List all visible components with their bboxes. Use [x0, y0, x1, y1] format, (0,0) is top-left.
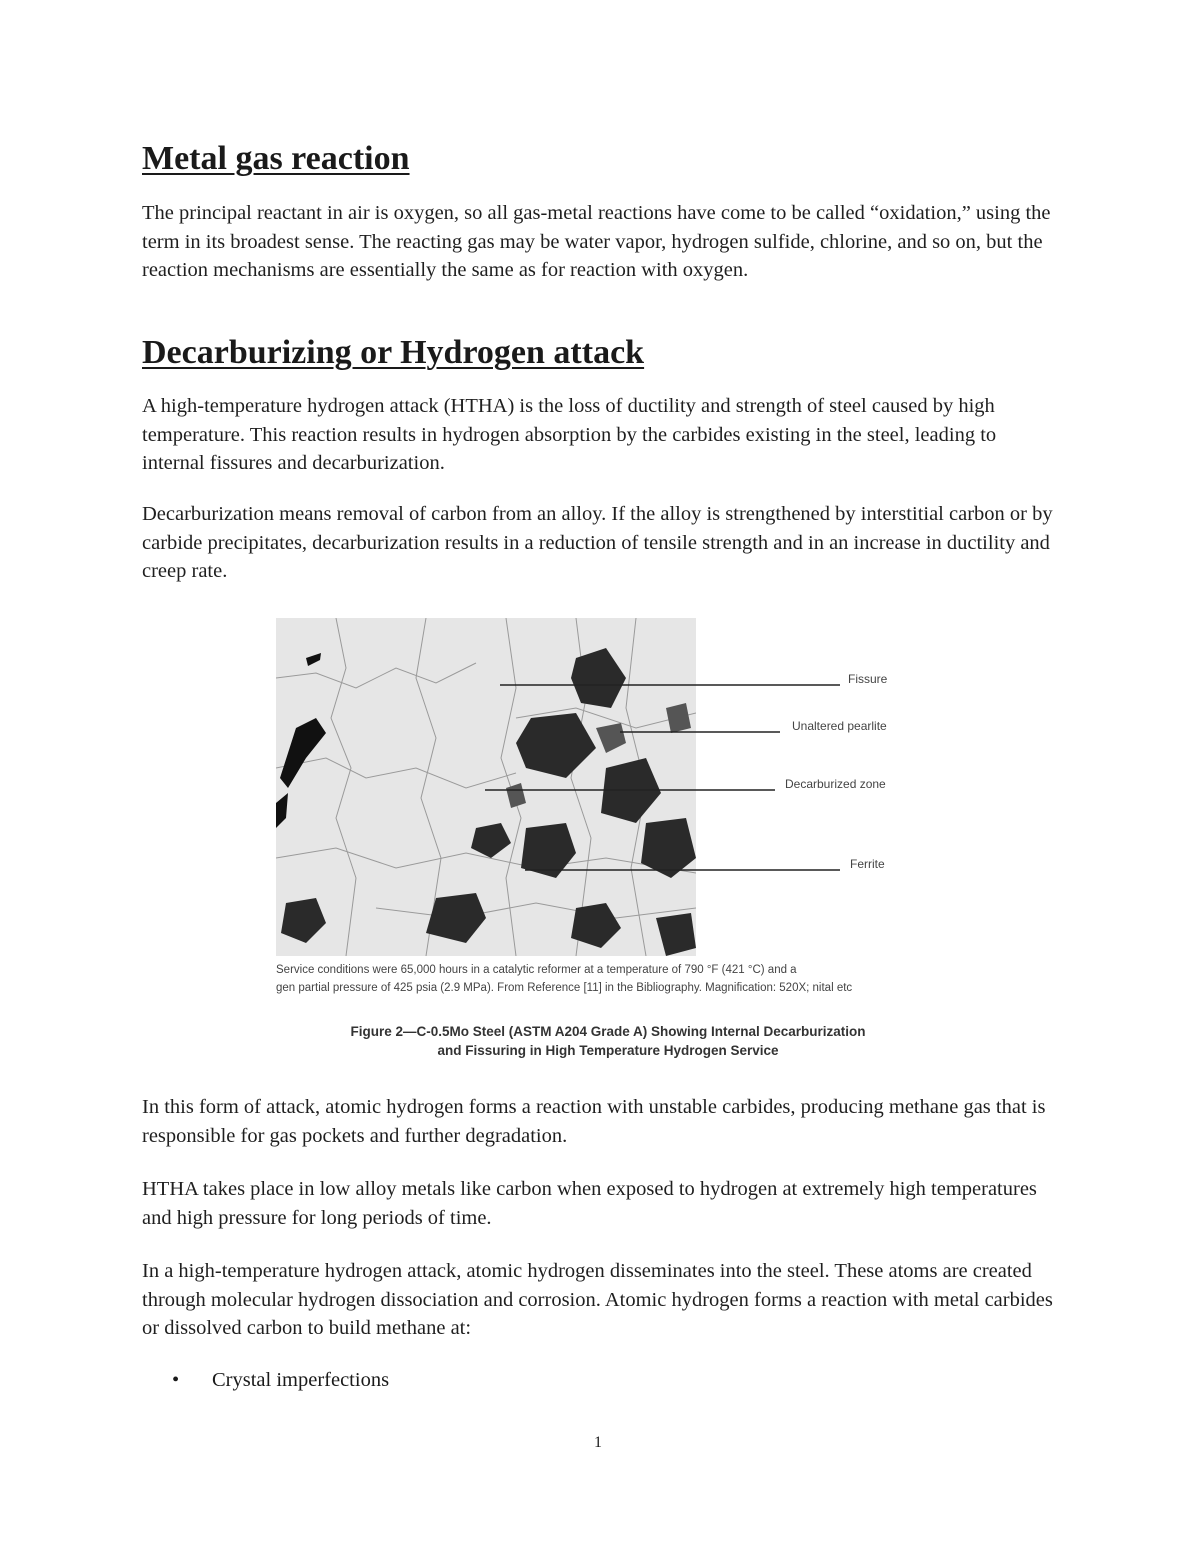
label-decarburized-zone: Decarburized zone [785, 777, 886, 791]
heading-metal-gas-reaction: Metal gas reaction [142, 140, 410, 177]
bullet-icon: • [172, 1369, 180, 1391]
paragraph-htha-definition: A high-temperature hydrogen attack (HTHA) is the loss of ductility and strength of steel caused by high temperature. This reaction results in hydrogen absorption by the carbides existing in the steel, leading to internal fissures and decarburization. [142, 395, 997, 474]
figure-caption-line-2: gen partial pressure of 425 psia (2.9 MPa). From Reference [11] in the Bibliography. Magnification: 520X; nital etc [276, 982, 853, 994]
paragraph-decarburization: Decarburization means removal of carbon from an alloy. If the alloy is strengthened by interstitial carbon or by carbide precipitates, decarburization results in a reduction of tensile strength and in an increase in ductility and creep rate. [142, 503, 1053, 582]
label-unaltered-pearlite: Unaltered pearlite [792, 719, 887, 733]
paragraph-attack-form: In this form of attack, atomic hydrogen forms a reaction with unstable carbides, producing methane gas that is responsible for gas pockets and further degradation. [142, 1096, 1046, 1147]
paragraph-high-temp-attack: In a high-temperature hydrogen attack, atomic hydrogen disseminates into the steel. These atoms are created through molecular hydrogen dissociation and corrosion. Atomic hydrogen forms a reaction with metal carbides or dissolved carbon to build methane at: [142, 1260, 1053, 1339]
list-item-text: Crystal imperfections [212, 1369, 390, 1391]
figure-micrograph [270, 612, 950, 1062]
label-fissure: Fissure [848, 672, 888, 686]
paragraph-metal-gas: The principal reactant in air is oxygen, so all gas-metal reactions have come to be called “oxidation,” using the term in its broadest sense. The reacting gas may be water vapor, hydrogen sulfide, chlorine, and so on, but the reaction mechanisms are essentially the same as for reaction with oxygen. [142, 202, 1051, 281]
paragraph-htha-conditions: HTHA takes place in low alloy metals like carbon when exposed to hydrogen at extremely high temperatures and high pressure for long periods of time. [142, 1178, 1037, 1229]
figure-title-line-1: Figure 2—C-0.5Mo Steel (ASTM A204 Grade A) Showing Internal Decarburization [350, 1024, 866, 1039]
page-number: 1 [594, 1434, 602, 1451]
figure-caption-line-1: Service conditions were 65,000 hours in a catalytic reformer at a temperature of 790 °F (421 °C) and a [276, 964, 797, 976]
label-ferrite: Ferrite [850, 857, 885, 871]
heading-decarburizing: Decarburizing or Hydrogen attack [142, 334, 645, 371]
figure-title-line-2: and Fissuring in High Temperature Hydrogen Service [437, 1043, 779, 1058]
